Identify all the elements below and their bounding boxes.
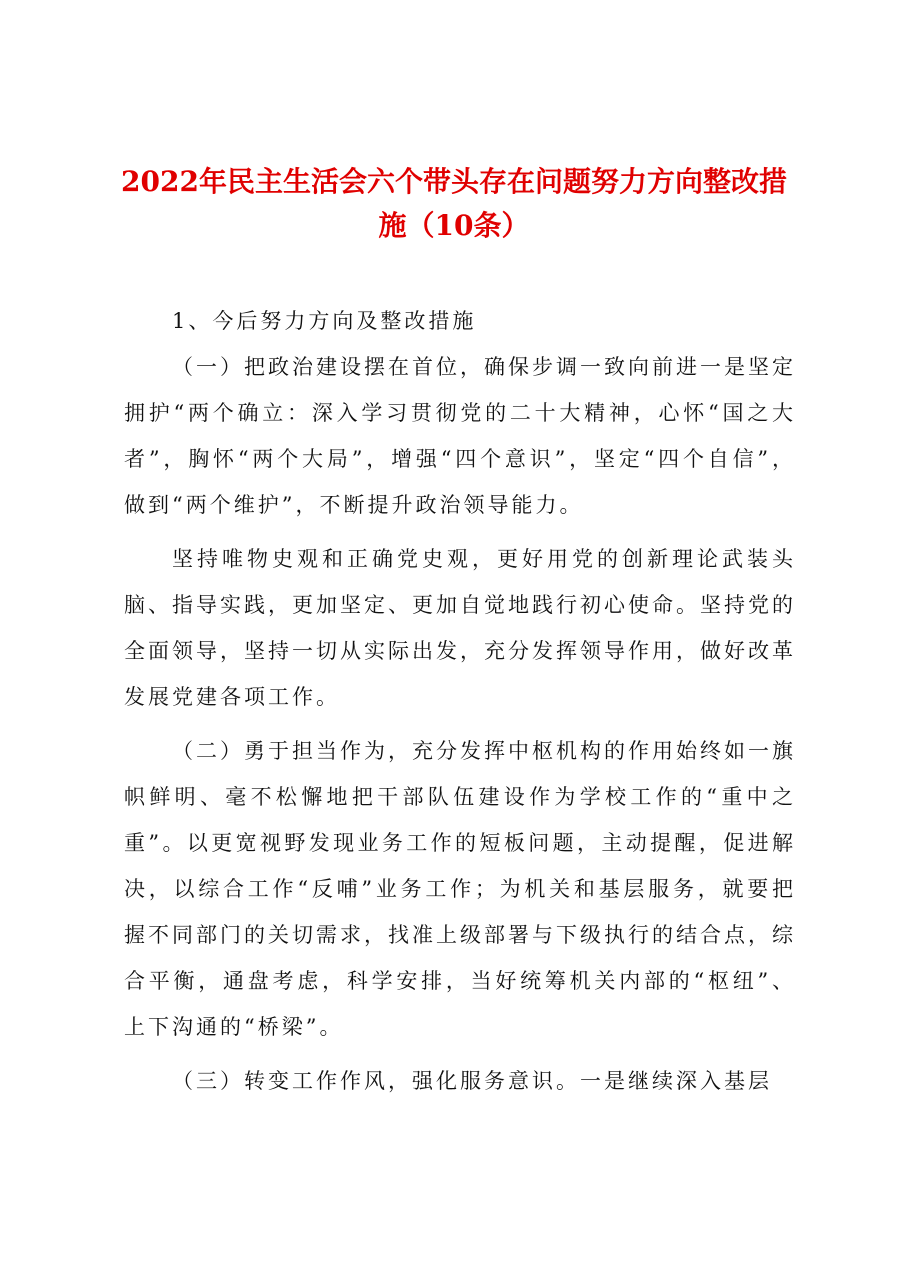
paragraph-2: 坚持唯物史观和正确党史观，更好用党的创新理论武装头脑、指导实践，更加坚定、更加自觉地践行初心使命。坚持党的全面领导，坚持一切从实际出发，充分发挥领导作用，做好改革发展党建各项工作。 <box>124 547 796 709</box>
section-heading: 1、今后努力方向及整改措施 <box>172 309 477 333</box>
paragraph-3: （二）勇于担当作为，充分发挥中枢机构的作用始终如一旗帜鲜明、毫不松懈地把干部队伍建设作为学校工作的“重中之重”。以更宽视野发现业务工作的短板问题，主动提醒，促进解决，以综合工作“反哺”业务工作；为机关和基层服务，就要把握不同部门的关切需求，找准上级部署与下级执行的结合点，综合平衡，通盘考虑，科学安排，当好统筹机关内部的“枢纽”、上下沟通的“桥梁”。 <box>124 739 796 1039</box>
paragraph-1: （一）把政治建设摆在首位，确保步调一致向前进一是坚定拥护“两个确立：深入学习贯彻党的二十大精神，心怀“国之大者”，胸怀“两个大局”，增强“四个意识”，坚定“四个自信”，做到“两个维护”，不断提升政治领导能力。 <box>124 355 796 517</box>
paragraph-4: （三）转变工作作风，强化服务意识。一是继续深入基层 <box>172 1069 772 1093</box>
document-body <box>124 298 796 1112</box>
document-title: 2022年民主生活会六个带头存在问题努力方向整改措施（10条） <box>121 165 787 242</box>
